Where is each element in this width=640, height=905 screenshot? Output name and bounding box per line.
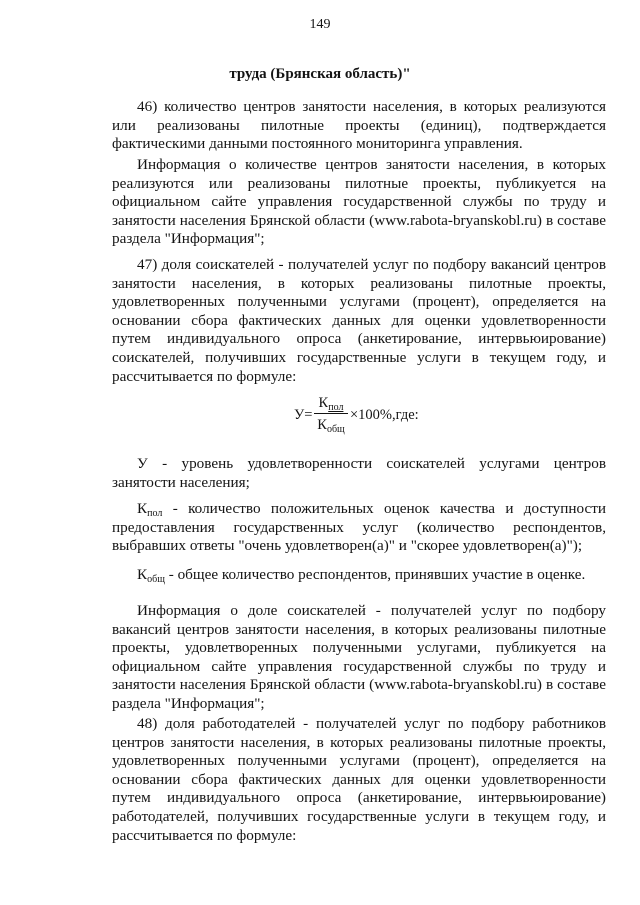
formula-denominator-subscript: общ — [326, 424, 345, 435]
definition-k-obshch-text: - общее количество респондентов, принявших участие в оценке. — [164, 566, 586, 583]
paragraph-item-46-info-text: Информация о количестве центров занятости населения, в которых реализуются или реализованы пилотные проекты, публикуется на официальном сайте управления государственной службы по труду и занятости населения Брянской области (www.rabota-bryanskobl.ru) в составе раздела "Информация"; — [112, 156, 606, 248]
definition-u — [112, 455, 606, 492]
paragraph-item-46-info — [112, 156, 606, 249]
definition-k-pol-subscript: пол — [147, 508, 163, 519]
formula-numerator-subscript: пол — [328, 402, 344, 413]
formula-denominator — [314, 414, 348, 434]
paragraph-item-48 — [112, 715, 606, 845]
definition-k-obshch — [112, 566, 606, 585]
paragraph-item-47-text: 47) доля соискателей - получателей услуг по подбору вакансий центров занятости населения, в которых реализованы пилотные проекты, удовлетворенных полученными услугами (процент), определяется на основании сбора фактических данных для оценки удовлетворенности путем индивидуального опроса (анкетирование, интервьюирование) соискателей, получивших государственные услуги в текущем году, и рассчитывается по формуле: — [112, 256, 606, 385]
formula-denominator-symbol: К — [317, 417, 327, 433]
paragraph-item-46-text: 46) количество центров занятости населения, в которых реализуются или реализованы пилотные проекты (единиц), подтверждается фактическими данными постоянного мониторинга управления. — [112, 98, 606, 153]
paragraph-item-47-info — [112, 602, 606, 714]
definition-k-obshch-symbol: К — [137, 566, 148, 583]
definition-u-text: У - уровень удовлетворенности соискателей услугами центров занятости населения; — [112, 455, 606, 491]
formula-lhs: У= — [294, 407, 313, 423]
definition-k-pol-text: - количество положительных оценок качества и доступности предоставления государственных услуг (количество респондентов, выбравших ответы "очень удовлетворен(а)" и "скорее удовлетворен(а)"); — [112, 500, 606, 555]
definition-k-pol — [112, 500, 606, 556]
paragraph-item-47 — [112, 256, 606, 386]
paragraph-item-46 — [112, 98, 606, 154]
definition-k-obshch-subscript: общ — [147, 574, 165, 585]
paragraph-item-47-info-text: Информация о доле соискателей - получателей услуг по подбору вакансий центров занятости населения, в которых реализованы пилотные проекты, удовлетворенных полученными услугами, публикуется на официальном сайте управления государственной службы по труду и занятости населения Брянской области (www.rabota-bryanskobl.ru) в составе раздела "Информация"; — [112, 602, 606, 712]
page-number: 149 — [309, 17, 331, 32]
formula-numerator-symbol: К — [318, 395, 329, 411]
definition-k-pol-symbol: К — [137, 500, 148, 517]
formula-numerator — [314, 394, 348, 414]
paragraph-item-48-text: 48) доля работодателей - получателей услуг по подбору работников центров занятости населения, в которых реализованы пилотные проекты, удовлетворенных полученными услугами (процент), определяется на основании сбора фактических данных для оценки удовлетворенности путем индивидуального опроса (анкетирование, интервьюирование) работодателей, получивших государственные услуги в текущем году, и рассчитывается по формуле: — [112, 715, 606, 844]
formula-rhs: ×100%,где: — [350, 407, 419, 423]
formula-fraction — [314, 394, 348, 434]
section-heading: труда (Брянская область)" — [229, 66, 411, 82]
